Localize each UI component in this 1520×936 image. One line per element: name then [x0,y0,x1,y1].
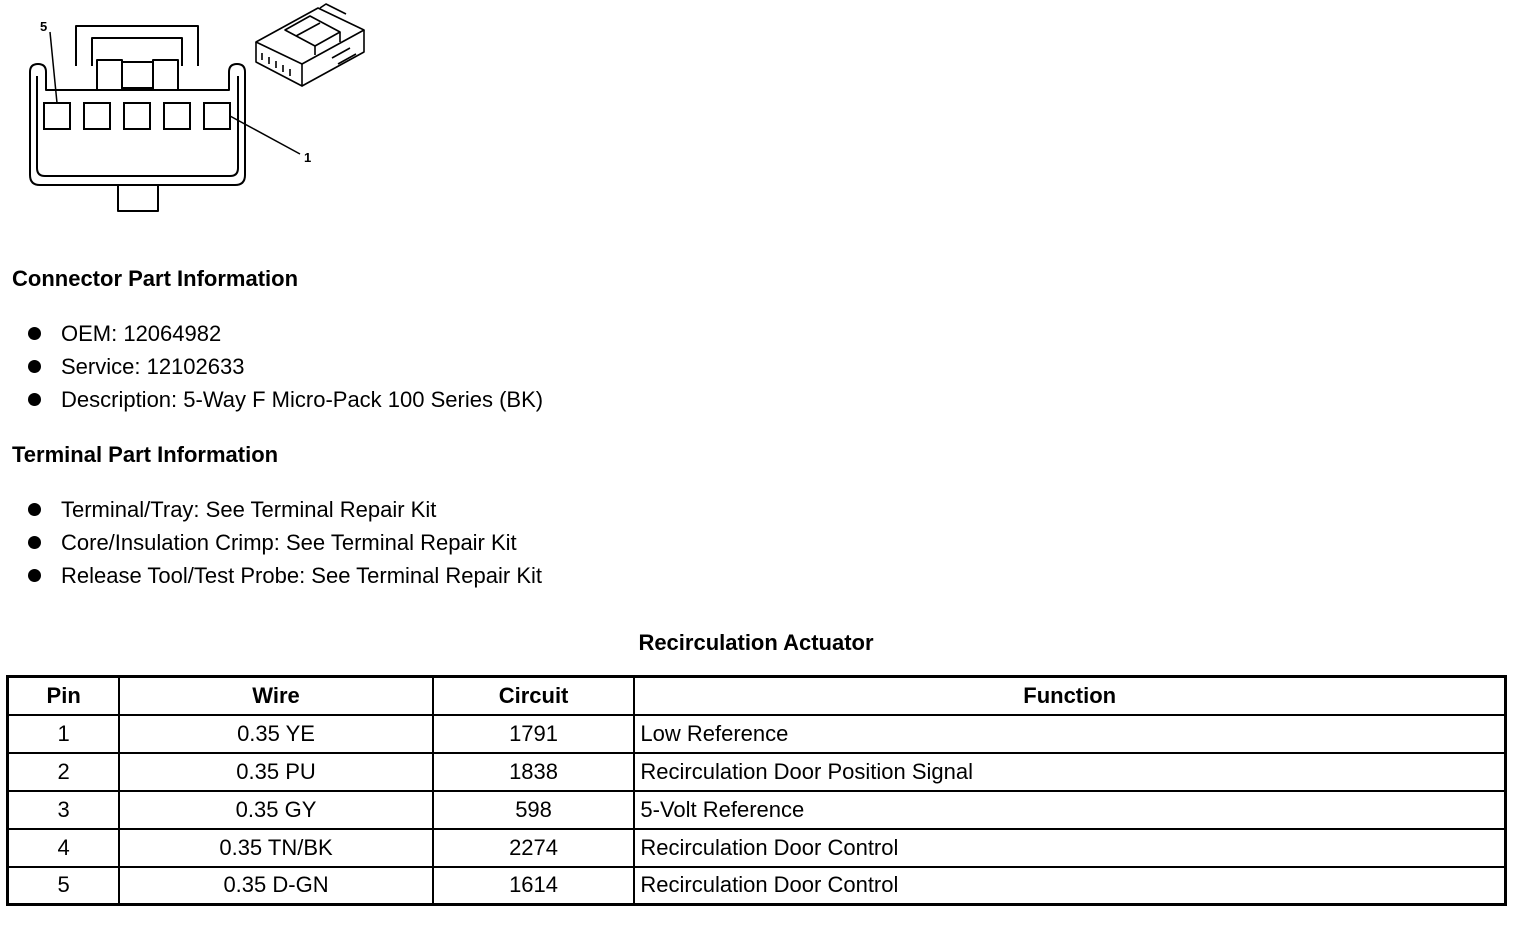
cell-circuit: 1614 [433,867,635,905]
table-row [8,715,1506,753]
pinout-table [6,675,1507,906]
table-row [8,791,1506,829]
table-header-row [8,677,1506,715]
list-item [28,493,542,526]
core-crimp-text: Core/Insulation Crimp: See Terminal Repair Kit [61,530,517,555]
cell-function: 5-Volt Reference [634,791,1505,829]
connector-part-info-heading: Connector Part Information [12,266,299,291]
pin-callout-1: 1 [304,150,312,165]
cell-function: Recirculation Door Position Signal [634,753,1505,791]
cavity-5 [44,103,70,129]
terminal-tray-text: Terminal/Tray: See Terminal Repair Kit [61,497,437,522]
header-pin: Pin [8,677,120,715]
table-title: Recirculation Actuator [638,630,874,655]
list-item [28,350,543,383]
bullet-icon [28,393,41,406]
bullet-icon [28,503,41,516]
cell-function: Recirculation Door Control [634,829,1505,867]
header-function: Function [634,677,1505,715]
cell-pin: 2 [8,753,120,791]
cell-wire: 0.35 PU [119,753,432,791]
connector-oem-text: OEM: 12064982 [61,321,222,346]
cavity-3 [124,103,150,129]
terminal-part-info-list [28,493,542,592]
header-circuit: Circuit [433,677,635,715]
connector-isometric-icon [256,4,364,86]
cell-function: Low Reference [634,715,1505,753]
list-item [28,317,543,350]
table-row [8,867,1506,905]
table-row [8,753,1506,791]
connector-face-diagram [0,0,380,220]
connector-part-info-list [28,317,543,416]
cell-circuit: 598 [433,791,635,829]
cell-wire: 0.35 GY [119,791,432,829]
header-wire: Wire [119,677,432,715]
cell-wire: 0.35 TN/BK [119,829,432,867]
cavity-1 [204,103,230,129]
cavity-2 [164,103,190,129]
connector-service-text: Service: 12102633 [61,354,245,379]
list-item [28,526,542,559]
cell-pin: 5 [8,867,120,905]
pin-callout-5: 5 [40,19,48,34]
bullet-icon [28,569,41,582]
cell-circuit: 2274 [433,829,635,867]
release-tool-text: Release Tool/Test Probe: See Terminal Repair Kit [61,563,542,588]
list-item [28,559,542,592]
cell-wire: 0.35 YE [119,715,432,753]
bullet-icon [28,536,41,549]
connector-description-text: Description: 5-Way F Micro-Pack 100 Series (BK) [61,387,544,412]
cavity-4 [84,103,110,129]
bullet-icon [28,360,41,373]
cell-wire: 0.35 D-GN [119,867,432,905]
bullet-icon [28,327,41,340]
cell-function: Recirculation Door Control [634,867,1505,905]
cell-pin: 1 [8,715,120,753]
cell-circuit: 1791 [433,715,635,753]
terminal-part-info-heading: Terminal Part Information [12,442,279,467]
cell-pin: 3 [8,791,120,829]
cell-circuit: 1838 [433,753,635,791]
list-item [28,383,543,416]
table-row [8,829,1506,867]
cell-pin: 4 [8,829,120,867]
